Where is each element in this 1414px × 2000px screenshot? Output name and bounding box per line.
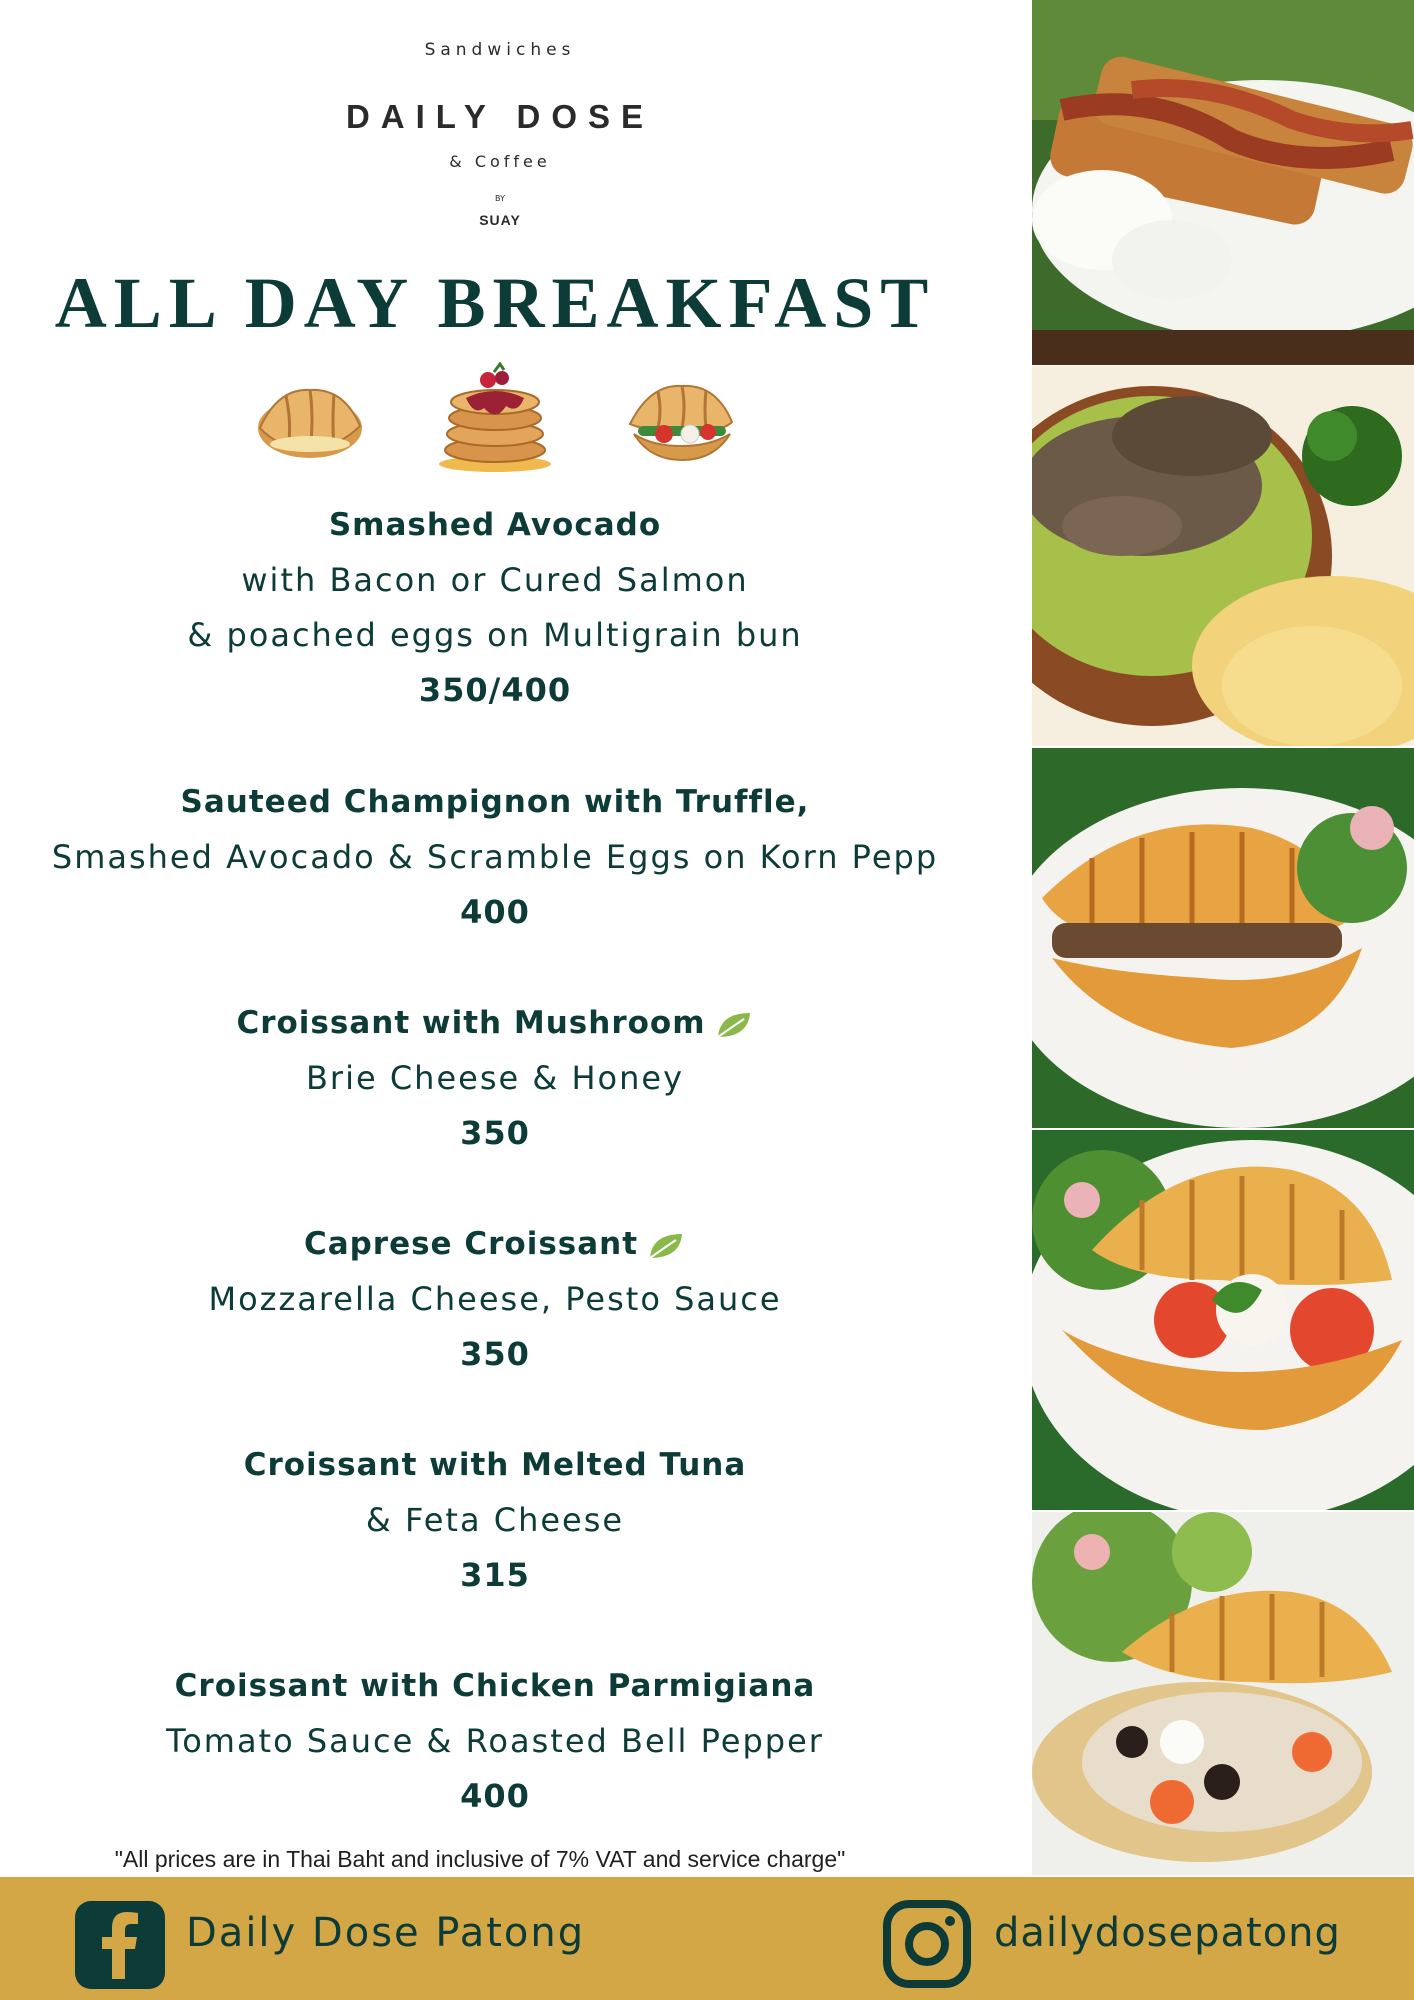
bacon-egg-toast-photo (1032, 0, 1414, 365)
logo-sub-text: & Coffee (449, 152, 551, 171)
menu-item-price: 350/400 (418, 671, 572, 709)
photo-column (1032, 0, 1414, 1875)
logo-brand: DAILY DOSE (345, 98, 655, 135)
facebook-link[interactable]: Daily Dose Patong (186, 1910, 586, 1956)
menu-item-name: Caprese Croissant (303, 1226, 639, 1262)
menu-item-croissant-mushroom (40, 996, 950, 1161)
menu-item-price: 400 (460, 893, 530, 931)
menu-item-name-row (40, 996, 950, 1051)
caprese-croissant-photo (1032, 1130, 1414, 1510)
menu-item-desc: Smashed Avocado & Scramble Eggs on Korn Pepp (51, 838, 939, 876)
menu-item-croissant-tuna (40, 1438, 950, 1603)
tuna-croissant-photo (1032, 1512, 1414, 1875)
facebook-icon[interactable] (75, 1901, 165, 1989)
menu-item-smashed-avocado (40, 498, 950, 718)
page-title: ALL DAY BREAKFAST (54, 263, 936, 343)
menu-item-sauteed-champignon (40, 775, 950, 940)
vegetarian-leaf-icon (646, 1230, 686, 1262)
mushroom-avocado-toast-photo (1032, 366, 1414, 746)
menu-item-name: Sauteed Champignon with Truffle, (180, 784, 810, 820)
instagram-link[interactable]: dailydosepatong (994, 1910, 1341, 1956)
menu-item-desc: & poached eggs on Multigrain bun (187, 616, 803, 654)
menu-item-desc: & Feta Cheese (365, 1501, 625, 1539)
menu-item-desc: Tomato Sauce & Roasted Bell Pepper (166, 1722, 824, 1760)
menu-item-name: Smashed Avocado (328, 507, 662, 543)
mushroom-croissant-photo (1032, 748, 1414, 1128)
menu-item-croissant-chicken-parmigiana (40, 1659, 950, 1824)
logo-owner: SUAY (479, 212, 521, 228)
croissant-illustration-icon (248, 368, 368, 468)
menu-item-price: 400 (460, 1777, 530, 1815)
caprese-croissant-illustration-icon (620, 368, 740, 468)
menu-item-desc: Mozzarella Cheese, Pesto Sauce (208, 1280, 782, 1318)
logo-by: BY (495, 194, 505, 203)
menu-item-name: Croissant with Melted Tuna (243, 1447, 747, 1483)
menu-item-name: Croissant with Mushroom (236, 1005, 706, 1041)
menu-item-caprese-croissant (40, 1217, 950, 1382)
pancakes-illustration-icon (436, 362, 554, 474)
menu-item-price: 350 (460, 1335, 530, 1373)
menu-item-name: Croissant with Chicken Parmigiana (174, 1668, 816, 1704)
menu-item-price: 350 (460, 1114, 530, 1152)
price-note: "All prices are in Thai Baht and inclusive of 7% VAT and service charge" (114, 1846, 846, 1872)
footer-bar (0, 1877, 1414, 2000)
instagram-icon[interactable] (882, 1899, 972, 1989)
vegetarian-leaf-icon (714, 1009, 754, 1041)
menu-item-desc: Brie Cheese & Honey (305, 1059, 685, 1097)
menu-item-price: 315 (460, 1556, 530, 1594)
logo-top-text: Sandwiches (424, 40, 576, 60)
menu-item-name-row (40, 1217, 950, 1272)
menu-item-desc: with Bacon or Cured Salmon (241, 561, 749, 599)
